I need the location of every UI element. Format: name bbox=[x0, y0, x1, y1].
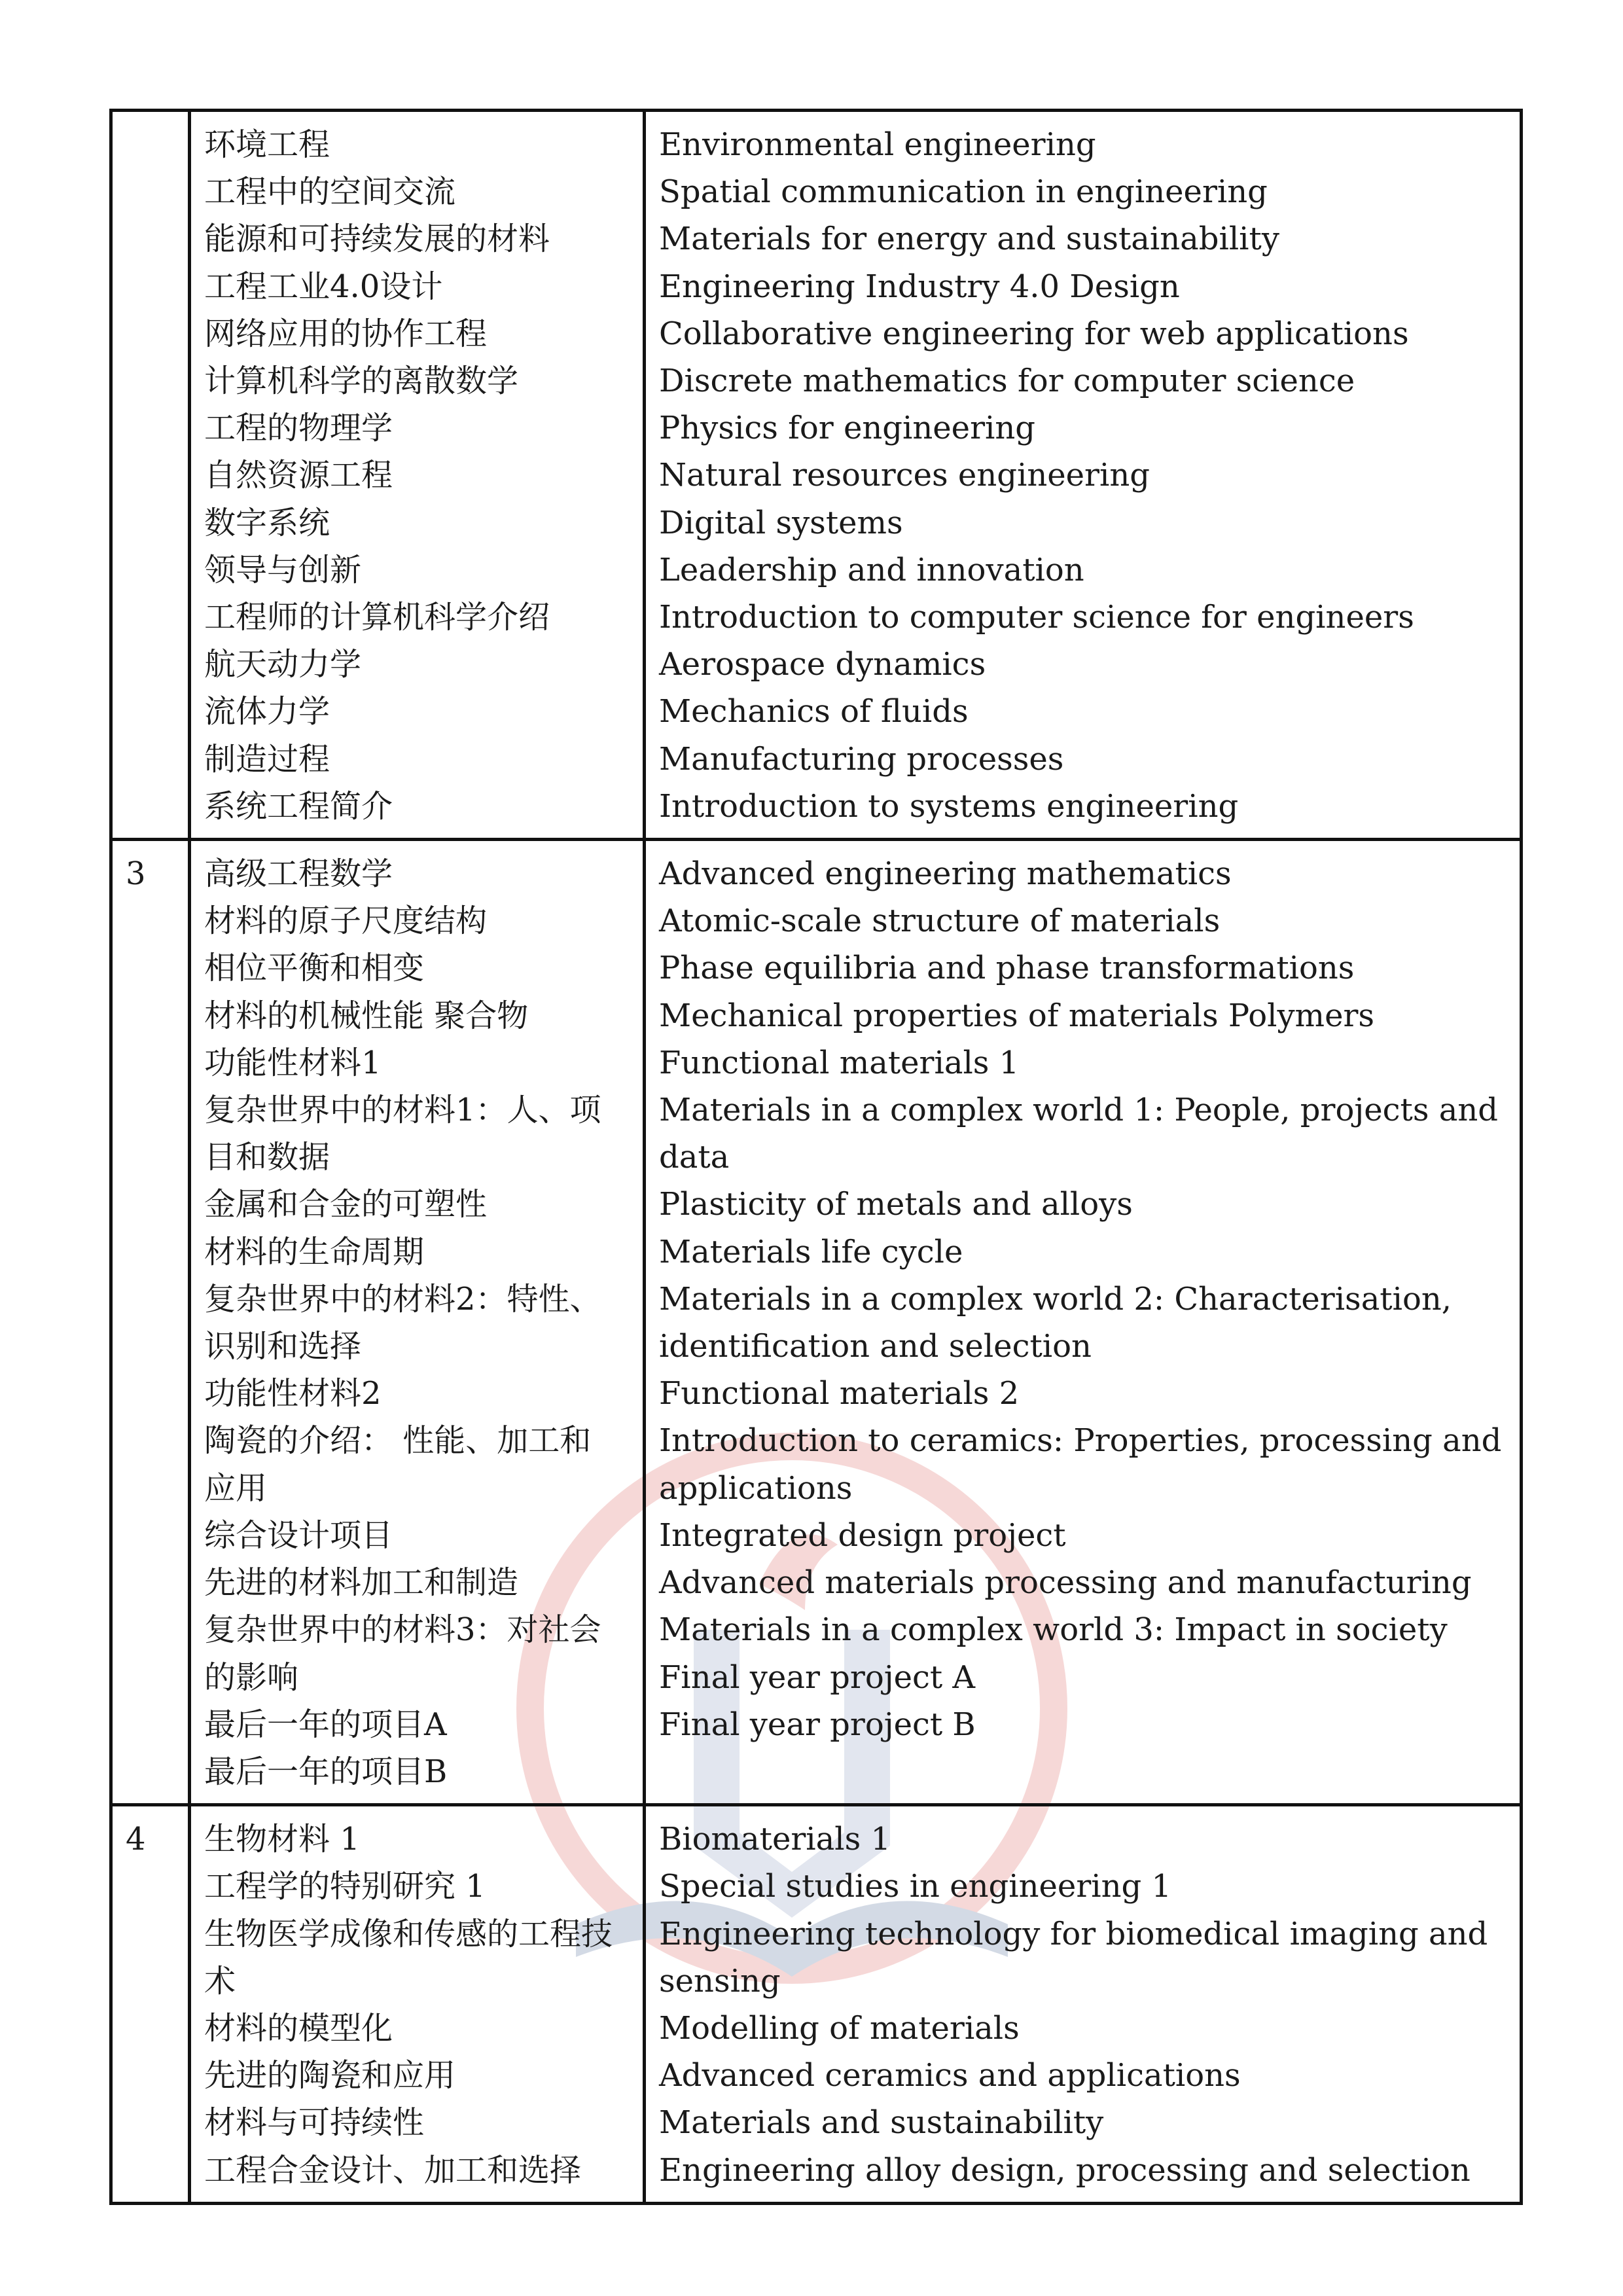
english-course-line: Advanced materials processing and manufacturing bbox=[659, 1564, 1472, 1602]
english-course-line: Functional materials 2 bbox=[659, 1375, 1020, 1412]
chinese-course-line: 金属和合金的可塑性 bbox=[204, 1186, 488, 1223]
year-label: 3 bbox=[126, 855, 146, 893]
table-row bbox=[111, 111, 1522, 840]
chinese-course-line: 先进的陶瓷和应用 bbox=[204, 2057, 456, 2094]
english-course-line: Atomic-scale structure of materials bbox=[659, 903, 1221, 940]
chinese-course-line: 数字系统 bbox=[204, 504, 330, 541]
chinese-course-line: 功能性材料1 bbox=[204, 1044, 382, 1081]
english-course-line: Engineering Industry 4.0 Design bbox=[659, 268, 1180, 305]
chinese-course-line: 复杂世界中的材料1：人、项 bbox=[204, 1092, 601, 1129]
chinese-course-line: 术 bbox=[204, 1962, 236, 2000]
english-course-line: Natural resources engineering bbox=[659, 457, 1150, 494]
english-course-line: sensing bbox=[659, 1962, 781, 2000]
english-course-line: Digital systems bbox=[659, 504, 903, 541]
english-course-line: Leadership and innovation bbox=[659, 551, 1084, 588]
english-course-line: Biomaterials 1 bbox=[659, 1821, 891, 1858]
english-course-line: data bbox=[659, 1139, 730, 1176]
year-cell bbox=[111, 1805, 190, 2204]
english-course-line: Phase equilibria and phase transformations bbox=[659, 950, 1355, 987]
english-course-line: Physics for engineering bbox=[659, 410, 1036, 447]
chinese-course-cell bbox=[190, 840, 645, 1805]
chinese-course-line: 能源和可持续发展的材料 bbox=[204, 221, 550, 258]
english-course-line: Materials in a complex world 1: People, projects and bbox=[659, 1092, 1498, 1129]
year-label: 4 bbox=[126, 1821, 146, 1858]
chinese-course-line: 目和数据 bbox=[204, 1139, 330, 1176]
english-course-line: Discrete mathematics for computer science bbox=[659, 363, 1355, 400]
chinese-course-line: 流体力学 bbox=[204, 693, 330, 730]
english-course-line: Mechanical properties of materials Polymers bbox=[659, 997, 1375, 1034]
year-cell bbox=[111, 840, 190, 1805]
english-course-line: Modelling of materials bbox=[659, 2009, 1020, 2047]
chinese-course-line: 工程中的空间交流 bbox=[204, 173, 456, 211]
chinese-course-line: 网络应用的协作工程 bbox=[204, 315, 488, 352]
english-course-line: Integrated design project bbox=[659, 1516, 1066, 1554]
chinese-course-line: 材料的原子尺度结构 bbox=[204, 903, 488, 940]
english-course-line: Materials life cycle bbox=[659, 1233, 963, 1270]
chinese-course-line: 高级工程数学 bbox=[204, 855, 393, 893]
english-course-line: Introduction to computer science for engineers bbox=[659, 599, 1414, 636]
chinese-course-line: 功能性材料2 bbox=[204, 1375, 382, 1412]
english-course-line: Advanced ceramics and applications bbox=[659, 2057, 1241, 2094]
english-course-line: Engineering technology for biomedical imaging and bbox=[659, 1915, 1488, 1952]
english-course-line: Spatial communication in engineering bbox=[659, 173, 1268, 211]
chinese-course-line: 陶瓷的介绍： 性能、加工和 bbox=[204, 1422, 592, 1460]
chinese-course-line: 工程合金设计、加工和选择 bbox=[204, 2151, 582, 2189]
chinese-course-line: 计算机科学的离散数学 bbox=[204, 363, 519, 400]
chinese-course-line: 综合设计项目 bbox=[204, 1516, 393, 1554]
chinese-course-cell bbox=[190, 1805, 645, 2204]
chinese-course-line: 工程工业4.0设计 bbox=[204, 268, 443, 305]
chinese-course-line: 的影响 bbox=[204, 1659, 299, 1696]
chinese-course-line: 环境工程 bbox=[204, 126, 330, 163]
year-cell bbox=[111, 111, 190, 840]
english-course-line: Materials in a complex world 3: Impact in society bbox=[659, 1611, 1448, 1649]
english-course-line: Environmental engineering bbox=[659, 126, 1096, 163]
english-course-line: identification and selection bbox=[659, 1328, 1092, 1365]
english-course-line: Introduction to ceramics: Properties, processing and bbox=[659, 1422, 1502, 1460]
chinese-course-line: 材料的机械性能 聚合物 bbox=[204, 997, 529, 1034]
english-course-line: Materials in a complex world 2: Characterisation, bbox=[659, 1280, 1452, 1318]
english-course-cell bbox=[645, 840, 1522, 1805]
english-course-line: Collaborative engineering for web applications bbox=[659, 315, 1409, 352]
chinese-course-line: 工程的物理学 bbox=[204, 410, 393, 447]
english-course-line: applications bbox=[659, 1469, 853, 1507]
chinese-course-line: 识别和选择 bbox=[204, 1328, 362, 1365]
english-course-line: Engineering alloy design, processing and selection bbox=[659, 2151, 1471, 2189]
english-course-line: Special studies in engineering 1 bbox=[659, 1868, 1172, 1905]
english-course-line: Manufacturing processes bbox=[659, 740, 1064, 778]
chinese-course-line: 最后一年的项目B bbox=[204, 1753, 448, 1790]
english-course-line: Final year project A bbox=[659, 1659, 976, 1696]
chinese-course-line: 工程师的计算机科学介绍 bbox=[204, 599, 550, 636]
table-body bbox=[111, 111, 1522, 2204]
english-course-line: Materials and sustainability bbox=[659, 2104, 1104, 2142]
english-course-line: Advanced engineering mathematics bbox=[659, 855, 1232, 893]
english-course-line: Functional materials 1 bbox=[659, 1044, 1020, 1081]
chinese-course-line: 自然资源工程 bbox=[204, 457, 393, 494]
chinese-course-line: 复杂世界中的材料2：特性、 bbox=[204, 1280, 601, 1318]
chinese-course-line: 制造过程 bbox=[204, 740, 330, 778]
chinese-course-line: 生物材料 1 bbox=[204, 1821, 360, 1858]
english-course-line: Introduction to systems engineering bbox=[659, 787, 1239, 825]
course-table bbox=[109, 109, 1523, 2205]
english-course-line: Aerospace dynamics bbox=[659, 646, 986, 683]
english-course-cell bbox=[645, 111, 1522, 840]
table-row bbox=[111, 1805, 1522, 2204]
english-course-line: Mechanics of fluids bbox=[659, 693, 969, 730]
chinese-course-line: 材料与可持续性 bbox=[204, 2104, 425, 2142]
chinese-course-line: 工程学的特别研究 1 bbox=[204, 1868, 486, 1905]
chinese-course-line: 生物医学成像和传感的工程技 bbox=[204, 1915, 613, 1952]
english-course-cell bbox=[645, 1805, 1522, 2204]
english-course-line: Plasticity of metals and alloys bbox=[659, 1186, 1133, 1223]
table-row bbox=[111, 840, 1522, 1805]
english-course-line: Materials for energy and sustainability bbox=[659, 221, 1279, 258]
chinese-course-line: 领导与创新 bbox=[204, 551, 362, 588]
chinese-course-line: 先进的材料加工和制造 bbox=[204, 1564, 519, 1602]
chinese-course-line: 材料的模型化 bbox=[204, 2009, 393, 2047]
chinese-course-line: 材料的生命周期 bbox=[204, 1233, 425, 1270]
chinese-course-line: 系统工程简介 bbox=[204, 787, 393, 825]
chinese-course-line: 复杂世界中的材料3：对社会 bbox=[204, 1611, 601, 1649]
chinese-course-line: 航天动力学 bbox=[204, 646, 362, 683]
chinese-course-line: 最后一年的项目A bbox=[204, 1706, 447, 1743]
chinese-course-line: 应用 bbox=[204, 1469, 268, 1507]
chinese-course-line: 相位平衡和相变 bbox=[204, 950, 425, 987]
english-course-line: Final year project B bbox=[659, 1706, 976, 1743]
chinese-course-cell bbox=[190, 111, 645, 840]
